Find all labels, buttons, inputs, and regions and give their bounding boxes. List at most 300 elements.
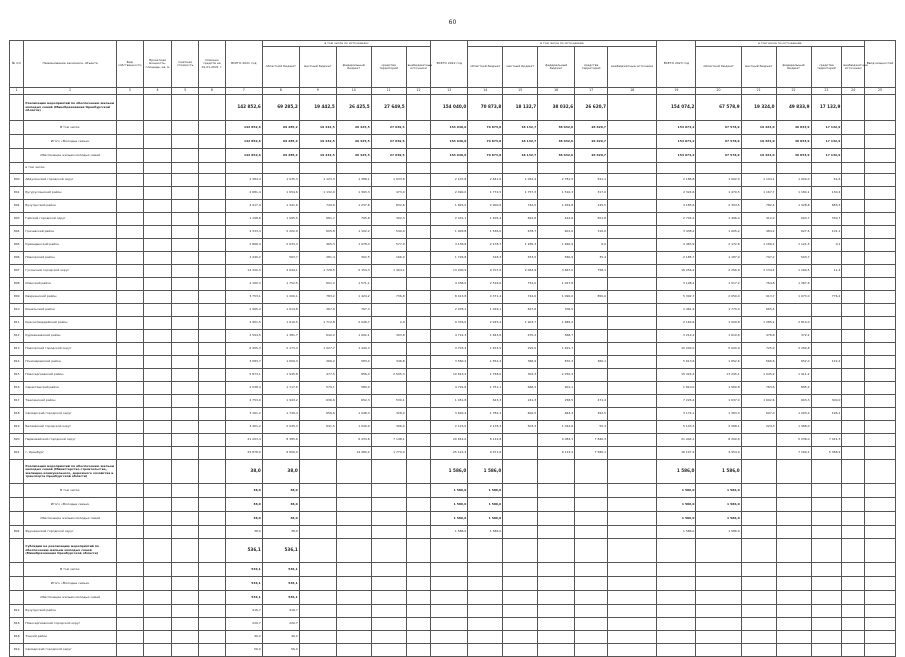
cell-value — [172, 330, 199, 343]
table-row — [10, 618, 896, 631]
cell-value — [865, 356, 896, 369]
cell-value — [172, 618, 199, 631]
cell-value — [116, 369, 143, 382]
cell-value — [608, 304, 657, 317]
cell-value — [116, 187, 143, 200]
cell-value — [608, 605, 657, 618]
cell-value: 3 753,1 — [225, 291, 262, 304]
cell-value: 26 620,7 — [575, 135, 608, 149]
cell-value: 55,3 — [575, 421, 608, 434]
cell-value: 2 123,0 — [431, 421, 468, 434]
cell-value — [811, 330, 842, 343]
row-number: 804 — [10, 226, 24, 239]
cell-value — [116, 330, 143, 343]
cell-value — [299, 512, 336, 526]
cell-value: 101,1 — [811, 226, 842, 239]
cell-value — [842, 213, 865, 226]
cell-value: 1 586,0 — [696, 460, 741, 484]
cell-value: 19 442,5 — [299, 135, 336, 149]
cell-value — [608, 149, 657, 163]
row-number — [10, 591, 24, 605]
cell-value — [865, 395, 896, 408]
cell-value: 154 040,0 — [431, 121, 468, 135]
cell-value — [143, 200, 172, 213]
cell-value: 530,1 — [371, 395, 406, 408]
row-number: 814 — [10, 356, 24, 369]
cell-value — [172, 591, 199, 605]
cell-value: 665,4 — [741, 304, 776, 317]
cell-value — [538, 498, 575, 512]
cell-value: 366,9 — [503, 356, 538, 369]
cell-value: 536,1 — [225, 577, 262, 591]
column-number: 1 — [10, 88, 24, 95]
cell-value — [199, 484, 226, 498]
cell-value — [116, 484, 143, 498]
cell-value: 38,0 — [225, 526, 262, 539]
row-number: 816 — [10, 382, 24, 395]
cell-value — [865, 174, 896, 187]
cell-value — [811, 563, 842, 577]
cell-value — [143, 434, 172, 447]
cell-value — [842, 434, 865, 447]
cell-value — [842, 174, 865, 187]
cell-value — [172, 460, 199, 484]
cell-value — [336, 577, 371, 591]
cell-value — [865, 291, 896, 304]
cell-value: 7 580,1 — [575, 447, 608, 460]
cell-value — [741, 163, 776, 174]
cell-value: 70 873,8 — [468, 135, 503, 149]
col-header-11: средства территорий — [371, 47, 406, 88]
table-row — [10, 447, 896, 460]
table-row — [10, 395, 896, 408]
cell-value — [776, 631, 811, 644]
cell-value — [406, 434, 431, 447]
cell-value: 656,6 — [299, 408, 336, 421]
cell-value — [575, 644, 608, 657]
row-number: 800 — [10, 174, 24, 187]
cell-value — [741, 447, 776, 460]
cell-value: 566,6 — [741, 356, 776, 369]
cell-value: 38 032,6 — [538, 149, 575, 163]
cell-value: 38,0 — [225, 498, 262, 512]
cell-value: 476,6 — [741, 330, 776, 343]
cell-value — [842, 631, 865, 644]
cell-value — [172, 163, 199, 174]
cell-value — [842, 577, 865, 591]
cell-value — [865, 605, 896, 618]
cell-value — [143, 291, 172, 304]
cell-value — [842, 563, 865, 577]
cell-value — [503, 526, 538, 539]
cell-value — [299, 563, 336, 577]
cell-value: 26 620,7 — [575, 95, 608, 121]
cell-value — [143, 369, 172, 382]
cell-value — [143, 563, 172, 577]
table-row — [10, 369, 896, 382]
cell-value: 683,3 — [811, 200, 842, 213]
cell-value: 1 586,0 — [657, 498, 696, 512]
cell-value — [842, 526, 865, 539]
cell-value — [371, 382, 406, 395]
cell-value — [116, 252, 143, 265]
row-name: В том числе: — [24, 121, 116, 135]
cell-value: 19 324,0 — [741, 135, 776, 149]
cell-value: 1 560,8 — [696, 382, 741, 395]
cell-value: 346,8 — [371, 356, 406, 369]
cell-value: 10 200,0 — [657, 343, 696, 356]
cell-value — [865, 149, 896, 163]
cell-value: 27 649,5 — [371, 121, 406, 135]
cell-value: 281,4 — [299, 252, 336, 265]
cell-value: 142 852,6 — [225, 149, 262, 163]
table-row — [10, 644, 896, 657]
cell-value — [116, 395, 143, 408]
cell-value: 2 753,0 — [225, 395, 262, 408]
cell-value — [865, 121, 896, 135]
cell-value — [865, 382, 896, 395]
cell-value — [406, 484, 431, 498]
table-row — [10, 577, 896, 591]
col-header-8: областной бюджет — [262, 47, 299, 88]
row-name: Бузулукский район — [24, 605, 116, 618]
cell-value: 26 425,5 — [336, 149, 371, 163]
cell-value — [172, 343, 199, 356]
cell-value — [406, 149, 431, 163]
cell-value: 4 333,4 — [225, 226, 262, 239]
cell-value — [696, 539, 741, 563]
row-number: 810 — [10, 304, 24, 317]
cell-value — [143, 421, 172, 434]
cell-value — [143, 618, 172, 631]
cell-value — [172, 512, 199, 526]
cell-value — [575, 460, 608, 484]
cell-value: 70 873,8 — [468, 149, 503, 163]
cell-value — [865, 135, 896, 149]
cell-value: 1 586,0 — [431, 484, 468, 498]
cell-value — [865, 200, 896, 213]
cell-value — [865, 343, 896, 356]
cell-value — [575, 631, 608, 644]
cell-value — [199, 631, 226, 644]
cell-value — [172, 317, 199, 330]
cell-value — [811, 498, 842, 512]
cell-value — [406, 291, 431, 304]
cell-value — [336, 591, 371, 605]
cell-value — [116, 447, 143, 460]
cell-value: 1 586,0 — [468, 526, 503, 539]
cell-value — [696, 163, 741, 174]
cell-value — [143, 239, 172, 252]
cell-value — [575, 618, 608, 631]
cell-value — [143, 512, 172, 526]
column-number: 22 — [776, 88, 811, 95]
cell-value — [468, 539, 503, 563]
cell-value — [431, 631, 468, 644]
cell-value: 38,0 — [225, 460, 262, 484]
cell-value — [842, 395, 865, 408]
cell-value — [116, 591, 143, 605]
cell-value — [406, 460, 431, 484]
cell-value: 303,8 — [371, 330, 406, 343]
cell-value — [538, 512, 575, 526]
cell-value: 1 911,2 — [776, 369, 811, 382]
cell-value — [116, 200, 143, 213]
cell-value: 17 132,9 — [811, 149, 842, 163]
cell-value — [172, 382, 199, 395]
column-number: 13 — [431, 88, 468, 95]
cell-value: 1 685,2 — [538, 317, 575, 330]
cell-value — [575, 369, 608, 382]
column-number: 19 — [657, 88, 696, 95]
cell-value: 8 413,8 — [431, 291, 468, 304]
cell-value: 754,0 — [503, 278, 538, 291]
cell-value — [865, 591, 896, 605]
cell-value — [406, 539, 431, 563]
cell-value — [143, 526, 172, 539]
column-number: 25 — [865, 88, 896, 95]
cell-value: 1 363,3 — [696, 408, 741, 421]
cell-value: 2 461,9 — [657, 304, 696, 317]
cell-value — [811, 421, 842, 434]
cell-value — [657, 563, 696, 577]
cell-value — [575, 498, 608, 512]
cell-value: 549,0 — [371, 226, 406, 239]
col-header-21: местный бюджет — [741, 47, 776, 88]
table-row — [10, 187, 896, 200]
cell-value: 627,6 — [776, 226, 811, 239]
cell-value — [406, 421, 431, 434]
cell-value: 1 712,8 — [299, 317, 336, 330]
cell-value: 241,3 — [503, 395, 538, 408]
row-name: Гусинский городской округ — [24, 265, 116, 278]
cell-value: 1 187,9 — [696, 252, 741, 265]
row-name: Красногвардейский район — [24, 317, 116, 330]
row-number: 807 — [10, 265, 24, 278]
cell-value — [776, 577, 811, 591]
row-number: 842 — [10, 526, 24, 539]
cell-value — [406, 644, 431, 657]
cell-value — [371, 618, 406, 631]
cell-value — [172, 539, 199, 563]
cell-value — [657, 605, 696, 618]
cell-value: 196,1 — [811, 408, 842, 421]
cell-value: 306,4 — [371, 421, 406, 434]
cell-value: 1 552,4 — [468, 356, 503, 369]
cell-value — [575, 591, 608, 605]
cell-value — [776, 163, 811, 174]
cell-value — [172, 278, 199, 291]
cell-value — [199, 213, 226, 226]
cell-value — [608, 618, 657, 631]
cell-value: 2 324,6 — [657, 187, 696, 200]
cell-value: 245,5 — [575, 200, 608, 213]
cell-value — [406, 408, 431, 421]
col-header-16: федеральный бюджет — [538, 47, 575, 88]
cell-value — [172, 149, 199, 163]
column-number: 6 — [199, 88, 226, 95]
cell-value: 7 148,1 — [371, 434, 406, 447]
cell-value: 317,0 — [575, 187, 608, 200]
cell-value — [741, 631, 776, 644]
table-row — [10, 291, 896, 304]
cell-value: 832,6 — [371, 200, 406, 213]
cell-value — [199, 421, 226, 434]
cell-value — [431, 605, 468, 618]
group-header-2023: в том числе по источникам: — [696, 41, 865, 47]
cell-value — [842, 484, 865, 498]
cell-value: 501,8 — [575, 213, 608, 226]
cell-value: 913,7 — [741, 291, 776, 304]
cell-value — [143, 174, 172, 187]
cell-value — [865, 213, 896, 226]
cell-value: 19 442,5 — [299, 149, 336, 163]
cell-value: 536,1 — [262, 539, 299, 563]
cell-value — [657, 591, 696, 605]
cell-value — [503, 644, 538, 657]
cell-value: 1 167,7 — [741, 187, 776, 200]
cell-value: 536,1 — [225, 539, 262, 563]
cell-value — [371, 163, 406, 174]
cell-value — [575, 577, 608, 591]
cell-value: 7 840,3 — [575, 434, 608, 447]
cell-value — [172, 369, 199, 382]
row-number — [10, 484, 24, 498]
cell-value — [575, 526, 608, 539]
cell-value — [371, 577, 406, 591]
cell-value: 1 198,8 — [225, 213, 262, 226]
cell-value — [431, 563, 468, 577]
cell-value: 503,3 — [503, 421, 538, 434]
row-name: Пономаревский район — [24, 356, 116, 369]
cell-value: 2 178,3 — [468, 421, 503, 434]
cell-value — [431, 644, 468, 657]
cell-value — [143, 447, 172, 460]
cell-value: 605,8 — [299, 226, 336, 239]
col-header-12: внебюджетные источники — [406, 47, 431, 88]
cell-value — [199, 460, 226, 484]
cell-value — [172, 526, 199, 539]
cell-value: 568,7 — [538, 330, 575, 343]
cell-value: 13 245,1 — [696, 369, 741, 382]
cell-value: 1 381,7 — [262, 330, 299, 343]
cell-value — [741, 484, 776, 498]
cell-value: 642,2 — [299, 330, 336, 343]
cell-value: 8 385,6 — [262, 434, 299, 447]
cell-value — [406, 577, 431, 591]
cell-value — [199, 447, 226, 460]
row-number: 818 — [10, 408, 24, 421]
cell-value — [608, 447, 657, 460]
cell-value: 1 200,1 — [262, 291, 299, 304]
cell-value — [336, 618, 371, 631]
cell-value — [406, 226, 431, 239]
cell-value — [575, 304, 608, 317]
cell-value — [143, 121, 172, 135]
cell-value — [406, 605, 431, 618]
cell-value — [172, 434, 199, 447]
cell-value — [696, 577, 741, 591]
cell-value — [811, 278, 842, 291]
column-number: 10 — [336, 88, 371, 95]
cell-value — [406, 618, 431, 631]
cell-value: 27 649,5 — [371, 149, 406, 163]
cell-value — [199, 618, 226, 631]
cell-value — [538, 484, 575, 498]
cell-value — [842, 163, 865, 174]
cell-value: 749,6 — [299, 200, 336, 213]
col-header-3: Вид собственности — [116, 41, 143, 88]
cell-value — [371, 631, 406, 644]
cell-value — [336, 484, 371, 498]
cell-value: 1 652,6 — [696, 356, 741, 369]
row-name: Беляевский городской округ — [24, 421, 116, 434]
cell-value: 1 822,0 — [431, 200, 468, 213]
cell-value — [172, 408, 199, 421]
cell-value: 1 459,8 — [538, 200, 575, 213]
col-header-4: Проектная мощность, площадь, кв. м — [143, 41, 172, 88]
cell-value: 2 038,4 — [225, 382, 262, 395]
cell-value: 19 324,0 — [741, 95, 776, 121]
cell-value — [431, 163, 468, 174]
cell-value — [865, 408, 896, 421]
cell-value — [865, 539, 896, 563]
cell-value: 5 154,3 — [336, 265, 371, 278]
cell-value — [842, 317, 865, 330]
cell-value — [865, 163, 896, 174]
cell-value — [575, 317, 608, 330]
table-row — [10, 135, 896, 149]
table-row — [10, 563, 896, 577]
col-header-24: внебюджетные источники — [842, 47, 865, 88]
cell-value: 27 649,5 — [371, 135, 406, 149]
cell-value: 5 368,2 — [811, 447, 842, 460]
cell-value: 1 586,0 — [431, 460, 468, 484]
col-header-15: местный бюджет — [503, 47, 538, 88]
cell-value: 367,0 — [299, 304, 336, 317]
table-row — [10, 356, 896, 369]
cell-value — [299, 618, 336, 631]
cell-value — [406, 304, 431, 317]
cell-value — [116, 618, 143, 631]
cell-value: 26 425,5 — [336, 121, 371, 135]
cell-value: 2 866,4 — [225, 239, 262, 252]
cell-value: 1 586,0 — [468, 498, 503, 512]
cell-value — [865, 498, 896, 512]
cell-value: 453,5 — [503, 252, 538, 265]
cell-value: 9 707,0 — [468, 265, 503, 278]
row-number: 820 — [10, 434, 24, 447]
cell-value: 1 586,0 — [431, 526, 468, 539]
cell-value — [431, 591, 468, 605]
cell-value: 21 004,1 — [657, 434, 696, 447]
cell-value: 2 384,4 — [225, 174, 262, 187]
cell-value — [608, 631, 657, 644]
cell-value — [199, 498, 226, 512]
cell-value — [371, 605, 406, 618]
row-name: Новоорский городской округ — [24, 343, 116, 356]
cell-value: 302,3 — [371, 213, 406, 226]
cell-value — [199, 526, 226, 539]
cell-value: 1 132,9 — [299, 187, 336, 200]
cell-value — [199, 149, 226, 163]
cell-value — [406, 512, 431, 526]
cell-value — [538, 577, 575, 591]
cell-value — [143, 343, 172, 356]
cell-value — [143, 577, 172, 591]
cell-value — [811, 369, 842, 382]
cell-value: 1 586,0 — [468, 512, 503, 526]
